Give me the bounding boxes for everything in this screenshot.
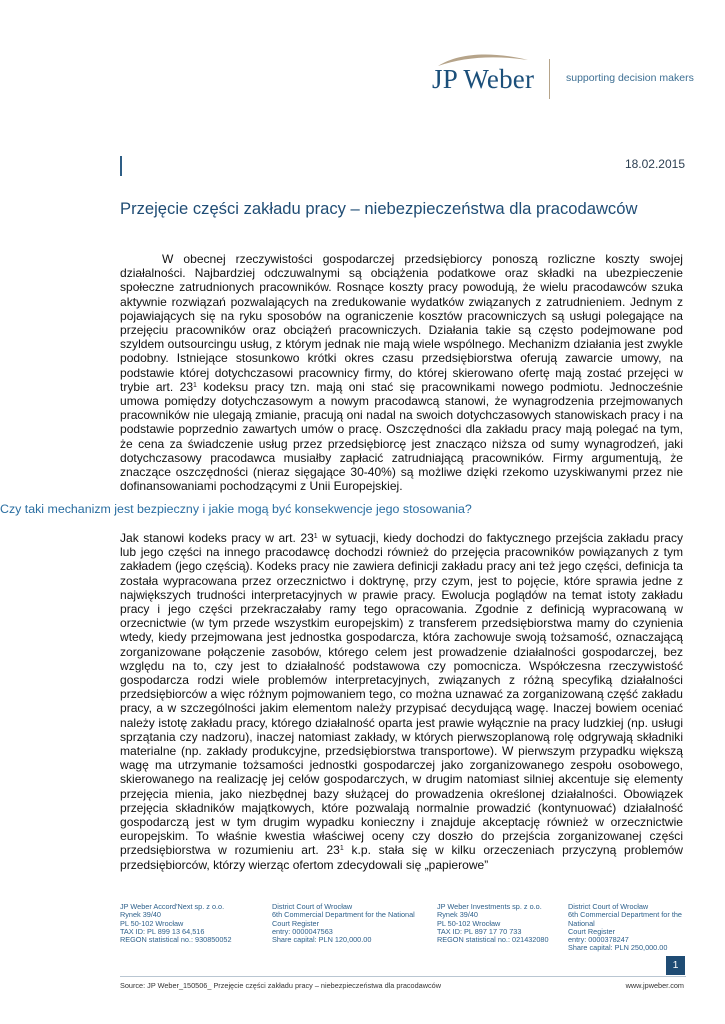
footer-court-accordnext [272, 903, 415, 944]
footer-divider [120, 976, 686, 977]
footer-line: Court Register [568, 926, 616, 936]
body-text-part-c: k.p. stała się w kilku orzeczeniach przyczyną problemów przedsiębiorców, którzy wierząc ofertom zdecydowali się „papierowe” [120, 843, 683, 872]
body-text-part-b: w sytuacji, kiedy dochodzi do faktycznego przejścia zakładu pracy lub jego części na innego pracodawcę dochodzi również do przejęcia pracowników powiązanych z tym zakładem (jego częścią). Kodeks pracy nie zawiera definicji zakładu pracy ani też jego części, definicja ta została wypracowana przez orzecznictwo i doktrynę, przy czym, jest to pojęcie, które sprawia jedne z największych trudności interpretacyjnych w prawie pracy. Ewolucja poglądów na temat istoty zakładu pracy i jego części przekraczałaby ramy tego opracowania. Zgodnie z definicją wypracowaną w orzecnictwie (w tym przede wszystkim europejskim) z transferem przedsiębiorstwa mamy do czynienia wtedy, kiedy przejmowana jest jednostka gospodarcza, która zachowuje swoją tożsamość, oznaczającą zorganizowane połączenie zasobów, którego celem jest prowadzenie działalności gospodarczej, bez względu na to, czy jest to działalność podstawowa czy pomocnicza. Współczesna rzeczywistość gospodarcza rodzi wiele problemów interpretacyjnych, związanych z różną specyfiką działalności przedsiębiorców a więc różnym pojmowaniem tego, co można uznawać za zorganizowaną część zakładu pracy, a w szczególności jakim elementom należy przypisać decydującą wagę. Inaczej bowiem oceniać należy istotę zakładu pracy, którego działalność oparta jest prawie wyłącznie na pracy ludzkiej (np. usługi sprzątania czy nadzoru), inaczej natomiast zakłady, w których pierwszoplanową rolę odgrywają składniki materialne (np. zakłady produkcyjne, przedsiębiorstwa transportowe). W pierwszym przypadku większą wagę ma utrzymanie tożsamości jednostki gospodarczej jako zorganizowanego zespołu osobowego, skierowanego na realizację jej celów gospodarczych, w drugim natomiast silniej akcentuje się elementy przejęcia mienia, jako niezbędnej bazy służącej do prowadzenia określonej działalności. Obowiązek przejęcia składników majątkowych, które pozwalają normalnie prowadzić (kontynuować) działalność gospodarczą jest w tym drugim wypadku konieczny i znajduje akceptację również w orzecznictwie europejskim. To właśnie kwestia właściwej oceny czy doszło do przejścia zorganizowanej części przedsiębiorstwa w rozumieniu art. 23 [120, 531, 683, 858]
footer-company-investments [437, 903, 549, 944]
footer-line: TAX ID: PL 897 17 70 733 [437, 926, 522, 936]
logo-tagline: supporting decision makers [566, 72, 694, 84]
footer-line: REGON statistical no.: 021432080 [437, 935, 549, 945]
footer-line: PL 50-102 Wrocław [120, 918, 184, 928]
intro-paragraph [120, 252, 683, 493]
footer-line: Rynek 39/40 [120, 910, 161, 920]
page-number-badge: 1 [666, 956, 685, 975]
intro-text-part-a: W obecnej rzeczywistości gospodarczej przedsiębiorcy ponoszą rozliczne koszty swojej działalności. Najbardziej odczuwalnymi są obciążenia podatkowe oraz składki na ubezpieczenie społeczne zatrudnionych pracowników. Rosnące koszty pracy powodują, że wielu pracodawców szuka aktywnie rozwiązań pozwalających na zredukowanie wydatków związanych z zatrudnieniem. Jednym z pojawiających się na ryku sposobów na ograniczenie kosztów pracowniczych są usługi polegające na przejęciu pracowników oraz obciążeń pracowniczych. Działania takie są często podejmowane pod szyldem outsourcingu usług, z którym jednak nie mają wiele wspólnego. Mechanizm działania jest zwykle podobny. Istniejące stosunkowo krótki okres czasu przedsiębiorstwa oferują zawarcie umowy, na podstawie której dotychczasowi pracownicy firmy, do której skierowano ofertę mają zostać przejęci w trybie art. 23 [120, 252, 683, 394]
document-title: Przejęcie części zakładu pracy – niebezpieczeństwa dla pracodawców [120, 199, 638, 218]
footer-company-accordnext [120, 903, 232, 944]
logo-wordmark: JP Weber [432, 64, 535, 94]
footer-line: PL 50-102 Wrocław [437, 918, 501, 928]
footer-line: TAX ID: PL 899 13 64,516 [120, 926, 205, 936]
footer-line: District Court of Wrocław [272, 902, 353, 911]
footer-line: entry: 0000378247 [568, 935, 629, 945]
footer-line: Rynek 39/40 [437, 910, 478, 920]
body-paragraph [120, 531, 683, 872]
footer-line: Share capital: PLN 250,000.00 [568, 943, 668, 953]
company-logo [432, 52, 692, 102]
footer-line: REGON statistical no.: 930850052 [120, 935, 232, 945]
footer-line: 6th Commercial Department for the National [272, 910, 415, 920]
footer-line: District Court of Wrocław [568, 902, 649, 911]
body-superscript-1: 1 [313, 533, 318, 540]
footer-line: National [568, 918, 595, 928]
body-superscript-2: 1 [339, 845, 344, 853]
document-date: 18.02.2015 [624, 157, 685, 171]
footer-court-investments [568, 903, 682, 953]
footer-line: Court Register [272, 918, 320, 928]
logo-divider [549, 59, 550, 99]
footer-line: Share capital: PLN 120,000.00 [272, 935, 372, 945]
footer-line: JP Weber Accord'Next sp. z o.o. [120, 902, 225, 911]
footer-line: entry: 0000047563 [272, 926, 333, 936]
footer-line: 6th Commercial Department for the [568, 910, 682, 920]
source-note: Source: JP Weber_150506_ Przejęcie części zakładu pracy – niebezpieczeństwa dla pracodawców [120, 981, 441, 990]
header-accent-bar [120, 156, 122, 176]
intro-superscript: 1 [193, 381, 197, 389]
body-text-part-a: Jak stanowi kodeks pracy w art. 23 [120, 531, 314, 545]
section-subheading: Czy taki mechanizm jest bezpieczny i jakie mogą być konsekwencje jego stosowania? [0, 502, 472, 516]
website-link[interactable]: www.jpweber.com [625, 981, 684, 990]
intro-text-part-b: kodeksu pracy tzn. mają oni stać się pracownikami nowego podmiotu. Jednocześnie umowa pomiędzy dotychczasowym a nowym pracodawcą stanowi, że wynagrodzenia przejmowanych pracowników nie ulegają zmianie, pracują oni nadal na swoich dotychczasowych stanowiskach pracy i na podstawie poprzednio zawartych umów o pracę. Oszczędności dla zakładu pracy mają polegać na tym, że cena za świadczenie usług przez przedsiębiorcę jest znacząco niższa od sumy wynagrodzeń, jaki dotychczasowy pracodawca musiałby zapłacić zatrudniającą pracowników. Firmy argumentują, że znaczące oszczędności (nieraz sięgające 30-40%) są możliwe dzięki rzekomo uzyskiwanymi przez nie dofinansowaniami pochodzącymi z Unii Europejskiej. [120, 379, 683, 494]
footer-line: JP Weber Investments sp. z o.o. [437, 902, 542, 911]
